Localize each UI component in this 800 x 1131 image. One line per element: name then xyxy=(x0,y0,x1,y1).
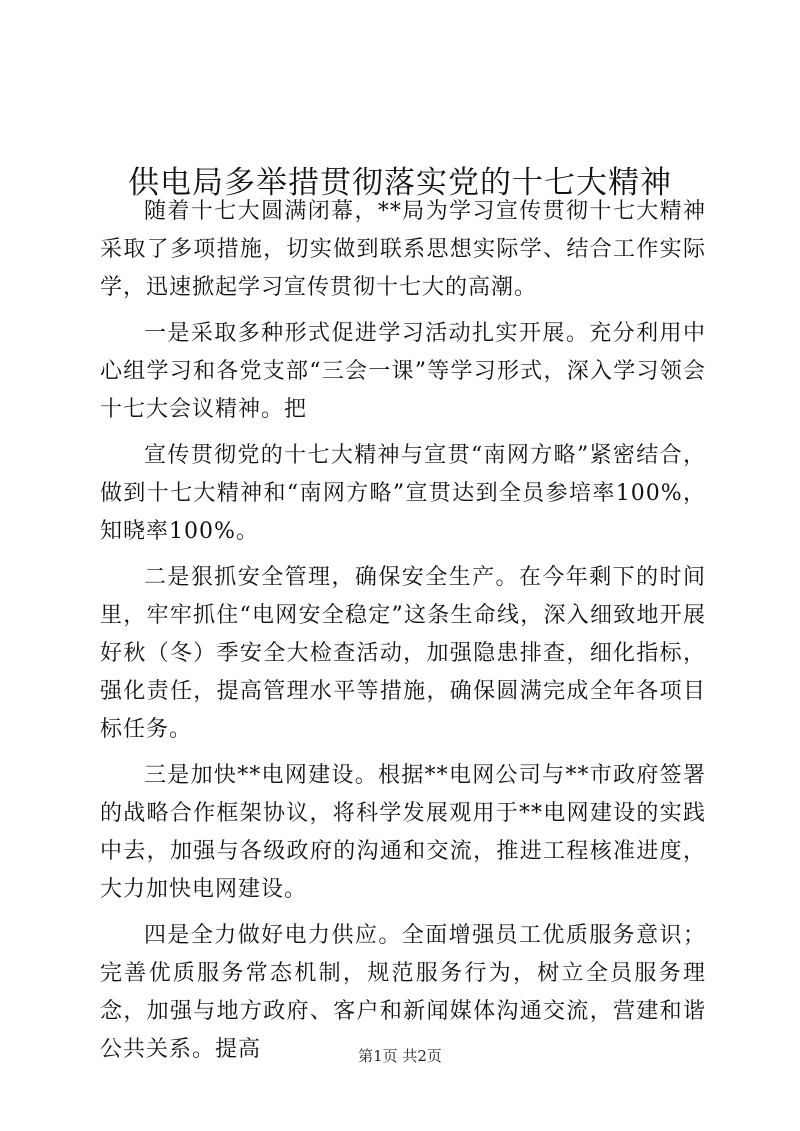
document-title: 供电局多举措贯彻落实党的十七大精神 xyxy=(128,164,672,201)
paragraph-point-three: 三是加快**电网建设。根据**电网公司与**市政府签署的战略合作框架协议，将科学发展观用于**电网建设的实践中去，加强与各级政府的沟通和交流，推进工程核准进度，大力加快电网建设。 xyxy=(100,763,706,902)
page-number-footer: 第1页 共2页 xyxy=(358,1047,442,1065)
paragraph-point-one-continued: 宣传贯彻党的十七大精神与宣贯“南网方略”紧密结合，做到十七大精神和“南网方略”宣贯达到全员参培率100%，知晓率100%。 xyxy=(100,443,706,544)
document-body xyxy=(100,193,706,1077)
paragraph-point-two: 二是狠抓安全管理，确保安全生产。在今年剩下的时间里，牢牢抓住“电网安全稳定”这条生命线，深入细致地开展好秋（冬）季安全大检查活动，加强隐患排查，细化指标，强化责任，提高管理水平等措施，确保圆满完成全年各项目标任务。 xyxy=(100,565,706,742)
paragraph-point-four: 四是全力做好电力供应。全面增强员工优质服务意识；完善优质服务常态机制，规范服务行为，树立全员服务理念，加强与地方政府、客户和新闻媒体沟通交流，营建和谐公共关系。提高 xyxy=(100,923,706,1062)
paragraph-intro: 随着十七大圆满闭幕，**局为学习宣传贯彻十七大精神采取了多项措施，切实做到联系思想实际学、结合工作实际学，迅速掀起学习宣传贯彻十七大的高潮。 xyxy=(100,199,706,300)
paragraph-point-one: 一是采取多种形式促进学习活动扎实开展。充分利用中心组学习和各党支部“三会一课”等学习形式，深入学习领会十七大会议精神。把 xyxy=(100,321,706,422)
